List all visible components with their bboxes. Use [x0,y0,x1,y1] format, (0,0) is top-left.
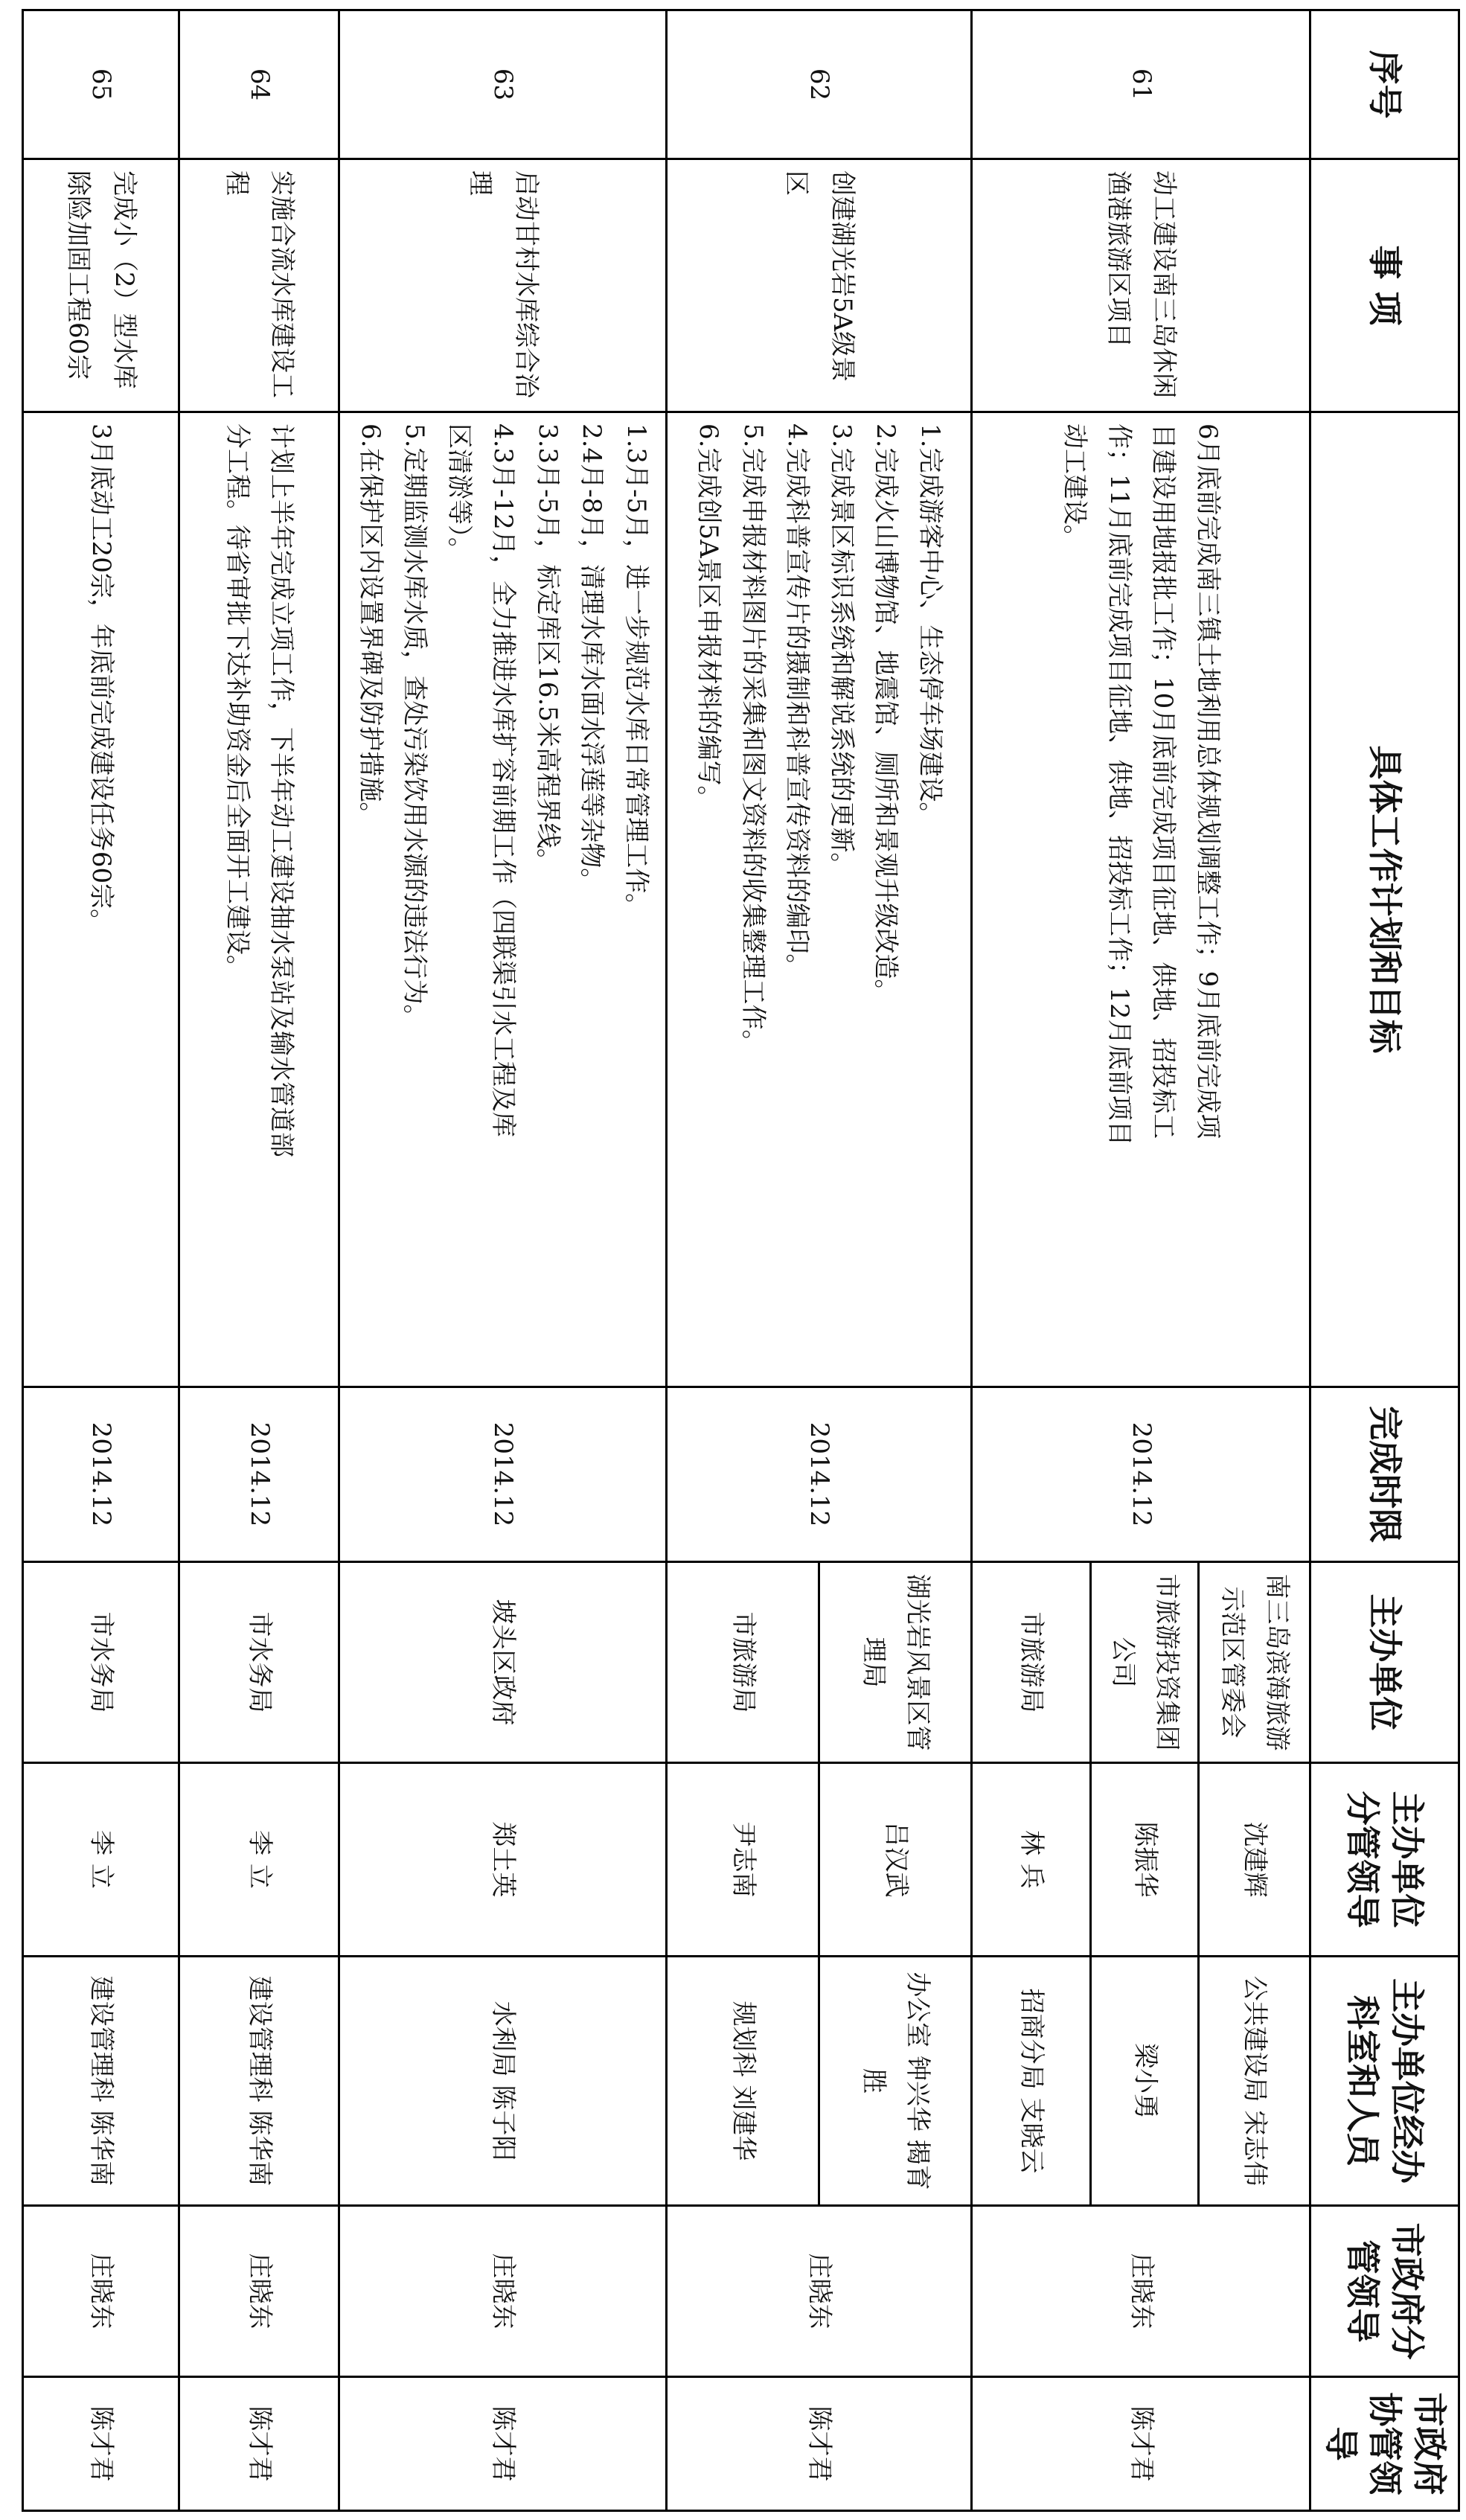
seq-cell: 64 [179,10,339,159]
staff-cell: 办公室 钟兴华 揭育胜 [819,1957,972,2206]
city-leader-cell: 庄晓东 [339,2206,667,2377]
plan-cell [339,412,667,1387]
staff-cell: 规划科 刘建华 [667,1957,819,2206]
unit-cell: 南三岛滨海旅游示范区管委会 [1199,1562,1310,1763]
deadline-cell: 2014.12 [23,1387,179,1562]
unit-leader-cell: 吕汉武 [819,1763,972,1957]
plan-line: 6.在保护区内设置界碑及防护措施。 [355,423,385,828]
plan-cell [179,412,339,1387]
item-cell: 完成小（2）型水库除险加固工程60宗 [23,159,179,412]
item-cell: 动工建设南三岛休闲渔港旅游区项目 [972,159,1310,412]
seq-cell: 61 [972,10,1310,159]
plan-line: 2.完成火山博物馆、地震馆、厕所和景观升级改造。 [871,423,901,1005]
plan-line: 3月底动工20宗，年底前完成建设任务60宗。 [86,423,117,935]
staff-cell: 水利局 陈子阳 [339,1957,667,2206]
work-plan-table [22,9,1460,2512]
staff-cell: 建设管理科 陈华南 [179,1957,339,2206]
unit-cell: 湖光岩风景区管理局 [819,1562,972,1763]
plan-cell [23,412,179,1387]
unit-cell: 市旅游投资集团公司 [1091,1562,1199,1763]
unit-leader-cell: 李 立 [179,1763,339,1957]
header-seq: 序号 [1310,10,1459,159]
plan-line: 作；11月底前完成项目征地、供地、招投标工作；12月底前项目 [1104,423,1134,1146]
plan-line: 3.3月-5月，标定库区16.5米高程界线。 [532,423,563,874]
plan-cell [972,412,1310,1387]
plan-line: 5.定期监测水库水质，查处污染饮用水源的违法行为。 [400,423,430,1030]
unit-leader-cell: 尹志南 [667,1763,819,1957]
table-row [819,10,972,2511]
plan-line: 1.完成游客中心、生态停车场建设。 [915,423,945,828]
staff-cell: 招商分局 支晓云 [972,1957,1091,2206]
deadline-cell: 2014.12 [667,1387,972,1562]
unit-cell: 市水务局 [23,1562,179,1763]
plan-line: 2.4月-8月，清理水库水面水浮莲等杂物。 [577,423,607,894]
plan-line: 3.完成景区标识系统和解说系统的更新。 [827,423,857,878]
plan-line: 区清淤等）。 [444,423,474,563]
assist-leader-cell: 陈才君 [23,2377,179,2511]
unit-leader-cell: 郑土英 [339,1763,667,1957]
plan-line: 6月底前完成南三镇土地利用总体规划调整工作；9月底前完成项 [1193,423,1223,1139]
table-row [23,10,179,2511]
plan-line: 4.3月-12月，全力推进水库扩容前期工作（四联渠引水工程及库 [488,423,519,1137]
header-row [1310,10,1459,2511]
assist-leader-cell: 陈才君 [179,2377,339,2511]
plan-line: 1.3月-5月，进一步规范水库日常管理工作。 [621,423,651,919]
item-cell: 创建湖光岩5A级景区 [667,159,972,412]
seq-cell: 62 [667,10,972,159]
unit-leader-cell: 沈建辉 [1199,1763,1310,1957]
header-assist-leader: 市政府协管领导 [1310,2377,1459,2511]
plan-line: 目建设用地报批工作；10月底前完成项目征地、供地、招投标工 [1148,423,1179,1139]
plan-line: 6.完成创5A景区申报材料的编写。 [694,423,724,811]
header-item: 事 项 [1310,159,1459,412]
staff-cell: 公共建设局 宋志伟 [1199,1957,1310,2206]
header-deadline: 完成时限 [1310,1387,1459,1562]
plan-line: 4.完成科普宣传片的摄制和科普宣传资料的编印。 [782,423,813,979]
item-cell: 实施合流水库建设工程 [179,159,339,412]
plan-line: 动工建设。 [1060,423,1090,550]
header-city-leader: 市政府分管领导 [1310,2206,1459,2377]
city-leader-cell: 庄晓东 [23,2206,179,2377]
header-staff: 主办单位经办科室和人员 [1310,1957,1459,2206]
unit-cell: 坡头区政府 [339,1562,667,1763]
header-unit: 主办单位 [1310,1562,1459,1763]
deadline-cell: 2014.12 [179,1387,339,1562]
plan-line: 5.完成申报材料图片的采集和图文资料的收集整理工作。 [738,423,768,1055]
unit-leader-cell: 林 兵 [972,1763,1091,1957]
deadline-cell: 2014.12 [339,1387,667,1562]
unit-leader-cell: 陈振华 [1091,1763,1199,1957]
header-plan: 具体工作计划和目标 [1310,412,1459,1387]
assist-leader-cell: 陈才君 [667,2377,972,2511]
seq-cell: 65 [23,10,179,159]
table-row [179,10,339,2511]
city-leader-cell: 庄晓东 [667,2206,972,2377]
assist-leader-cell: 陈才君 [972,2377,1310,2511]
item-cell: 启动甘村水库综合治理 [339,159,667,412]
staff-cell: 建设管理科 陈华南 [23,1957,179,2206]
header-unit-leader: 主办单位分管领导 [1310,1763,1459,1957]
deadline-cell: 2014.12 [972,1387,1310,1562]
staff-cell: 梁小勇 [1091,1957,1199,2206]
unit-cell: 市旅游局 [667,1562,819,1763]
plan-cell [667,412,972,1387]
table-row [339,10,667,2511]
plan-line: 计划上半年完成立项工作，下半年动工建设抽水泵站及输水管道部 [266,423,297,1157]
city-leader-cell: 庄晓东 [972,2206,1310,2377]
unit-cell: 市旅游局 [972,1562,1091,1763]
plan-line: 分工程。待省审批下达补助资金后全面开工建设。 [223,423,252,980]
table-row [1199,10,1310,2511]
assist-leader-cell: 陈才君 [339,2377,667,2511]
unit-cell: 市水务局 [179,1562,339,1763]
seq-cell: 63 [339,10,667,159]
unit-leader-cell: 李 立 [23,1763,179,1957]
city-leader-cell: 庄晓东 [179,2206,339,2377]
